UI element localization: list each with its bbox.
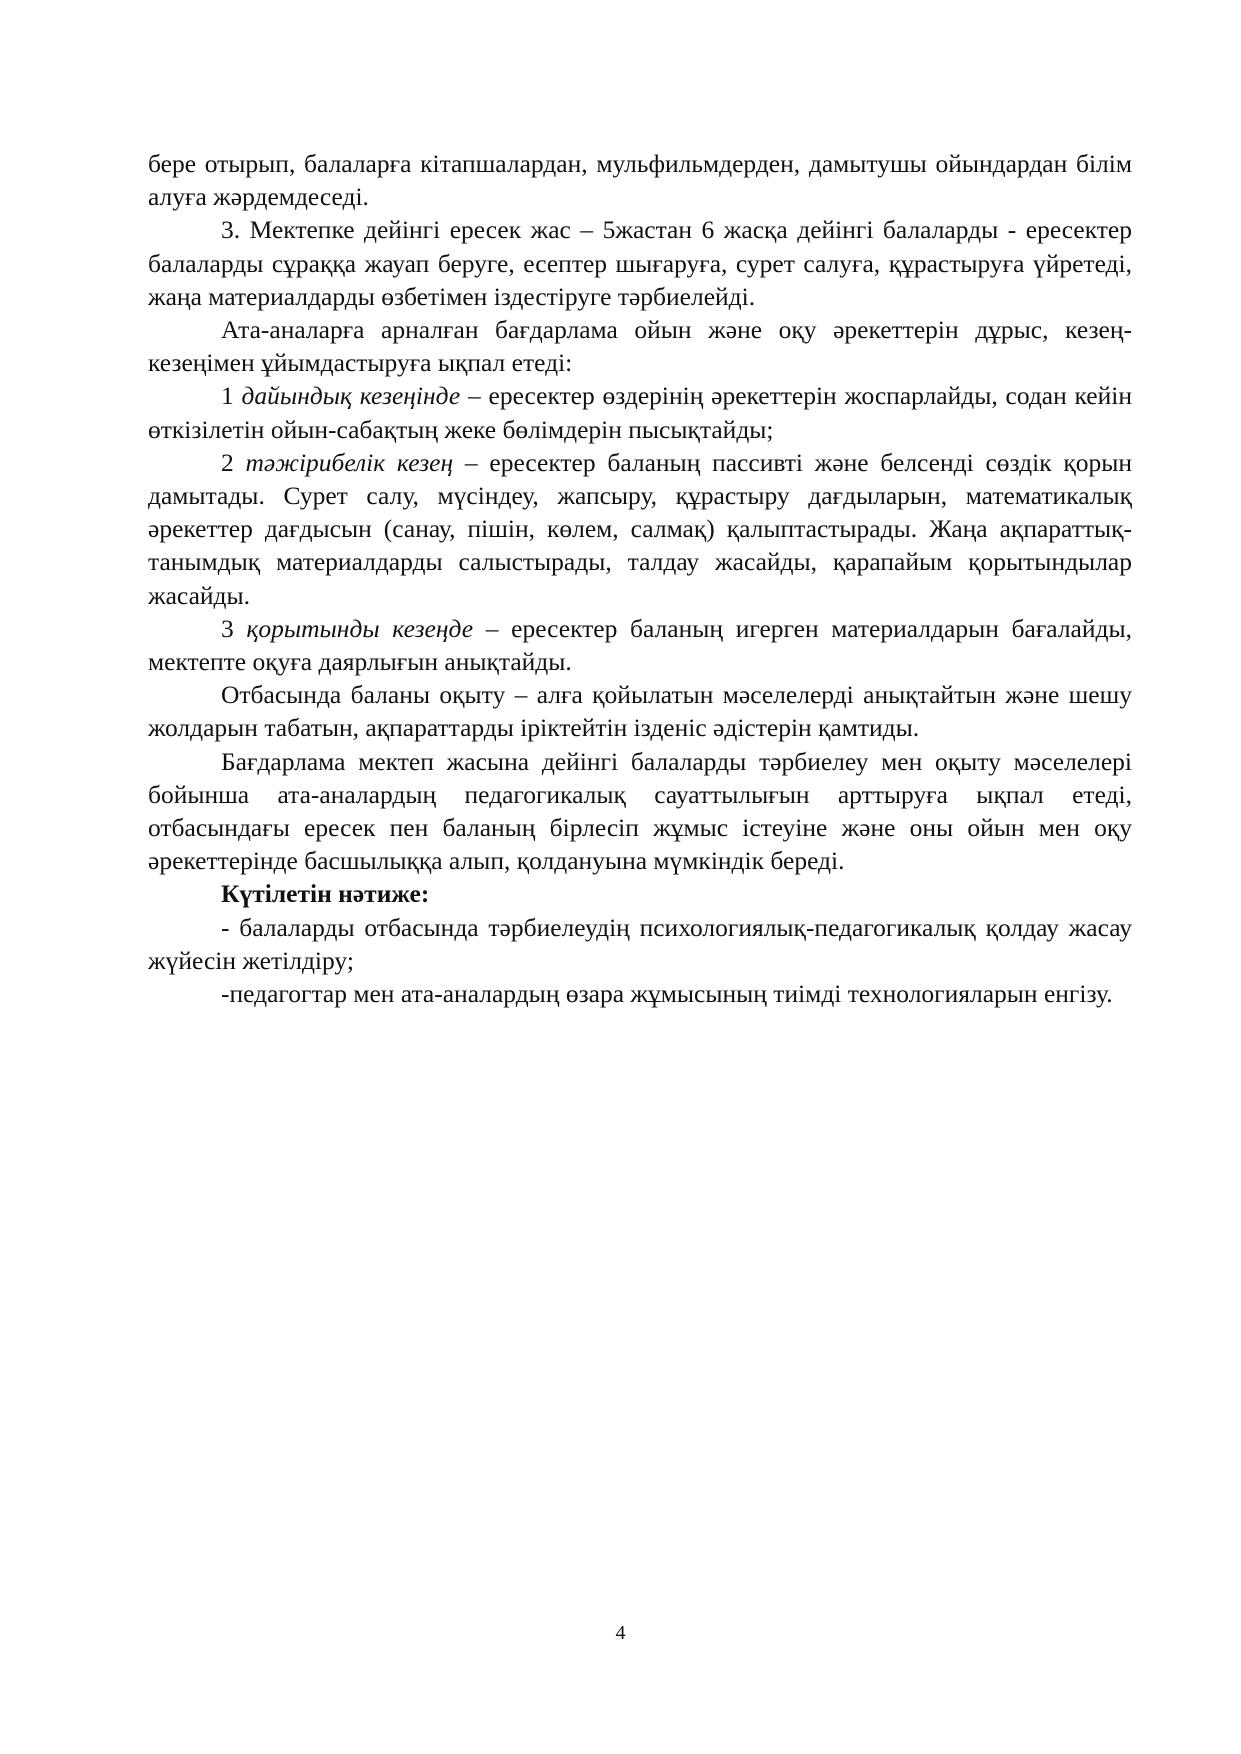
stage-title: дайындық кезеңінде xyxy=(241,381,461,411)
paragraph-stage-3 xyxy=(148,612,1132,678)
stage-text: – ересектер баланың пассивті және белсенді сөздік қорын дамытады. Сурет салу, мүсіндеу, жапсыру, құрастыру дағдыларын, математикалық әрекеттер дағдысын (санау, пішін, көлем, салмақ) қалыптастырады. Жаңа ақпараттық-танымдық материалдарды салыстырады, талдау жасайды, қарапайым қорытындылар жасайды. xyxy=(148,447,1132,610)
paragraph-continuation: бере отырып, балаларға кітапшалардан, мульфильмдерден, дамытушы ойындардан білім алуға жәрдемдеседі. xyxy=(148,149,1132,212)
result-item-2: -педагогтар мен ата-аналардың өзара жұмысының тиімді технологияларын енгізу. xyxy=(221,979,1113,1009)
stage-title: қорытынды кезеңде xyxy=(246,613,474,643)
paragraph-family-teaching: Отбасында баланы оқыту – алға қойылатын мәселелерді анықтайтын және шешу жолдарын табатын, ақпараттарды іріктейтін ізденіс әдістерін қамтиды. xyxy=(148,680,1132,743)
paragraph-program-summary: Бағдарлама мектеп жасына дейінгі балаларды тәрбиелеу мен оқыту мәселелері бойынша ата-аналардың педагогикалық сауаттылығын арттыруға ықпал етеді, отбасындағы ересек пен баланың бірлесіп жұмыс істеуіне және оны ойын мен оқу әрекеттерінде басшылыққа алып, қолдануына мүмкіндік береді. xyxy=(148,746,1132,876)
paragraph-age-group-3: 3. Мектепке дейінгі ересек жас – 5жастан 6 жасқа дейінгі балаларды - ересектер балаларды сұраққа жауап беруге, есептер шығаруға, сурет салуға, құрастыруға үйретеді, жаңа материалдарды өзбетімен іздестіруге тәрбиелейді. xyxy=(148,215,1132,311)
document-body xyxy=(148,147,1132,1010)
result-item-1: - балаларды отбасында тәрбиелеудің психологиялық-педагогикалық қолдау жасау жүйесін жетілдіру; xyxy=(148,912,1132,975)
stage-title: тәжірибелік кезең xyxy=(245,447,454,477)
stage-text: – ересектер баланың игерген материалдарын бағалайды, мектепте оқуға даярлығын анықтайды. xyxy=(148,613,1132,677)
stage-number: 3 xyxy=(221,613,234,643)
page-number: 4 xyxy=(615,1622,626,1644)
stage-number: 2 xyxy=(221,447,234,477)
section-heading-expected-results: Күтілетін нәтиже: xyxy=(221,879,430,909)
paragraph-stage-1 xyxy=(148,379,1132,445)
stage-text: – ересектер өздерінің әрекеттерін жоспарлайды, содан кейін өткізілетін ойын-сабақтың жеке бөлімдерін пысықтайды; xyxy=(148,381,1132,444)
stage-number: 1 xyxy=(221,381,234,411)
paragraph-stage-2 xyxy=(148,446,1132,612)
paragraph-program-intro: Ата-аналарға арналған бағдарлама ойын және оқу әрекеттерін дұрыс, кезең-кезеңімен ұйымдастыруға ықпал етеді: xyxy=(148,315,1132,378)
